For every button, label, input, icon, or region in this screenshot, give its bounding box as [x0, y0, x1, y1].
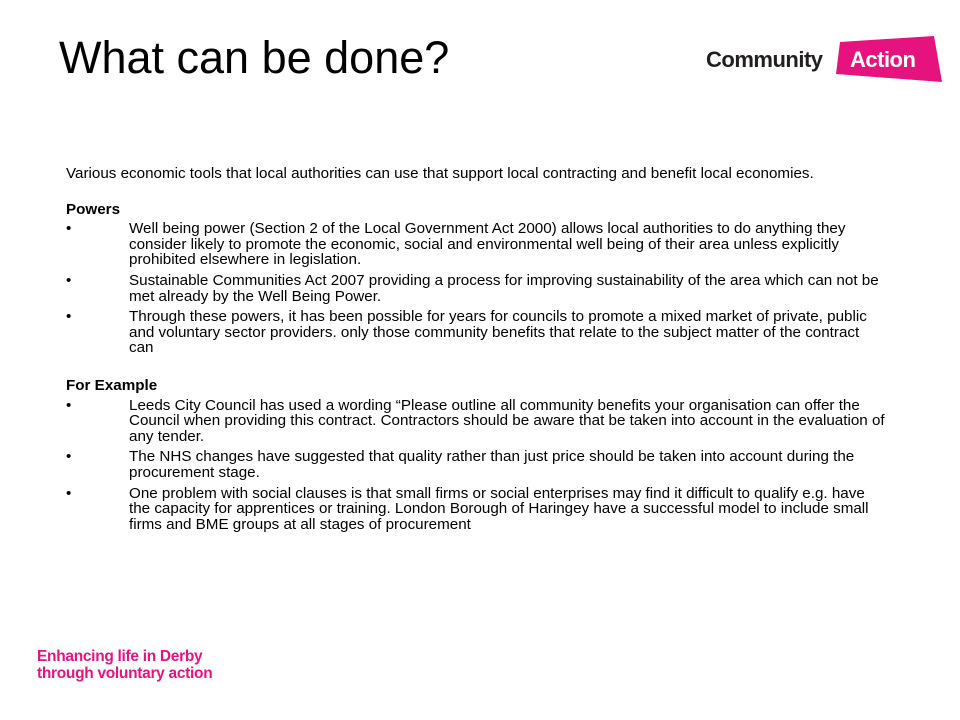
intro-text: Various economic tools that local authorities can use that support local contracting and benefit local economies.	[66, 165, 814, 182]
list-item	[66, 398, 886, 445]
bullet-text: The NHS changes have suggested that quality rather than just price should be taken into account during the procurement stage.	[129, 448, 855, 481]
community-action-logo	[706, 36, 942, 82]
bullet-icon: •	[66, 271, 72, 289]
list-item	[66, 273, 886, 304]
section-heading-powers: Powers	[66, 200, 121, 218]
bullet-icon: •	[66, 396, 72, 414]
list-item	[66, 221, 886, 268]
slide-body	[66, 166, 886, 537]
bullet-icon: •	[66, 484, 72, 502]
slide-title: What can be done?	[59, 32, 450, 83]
list-item	[66, 309, 886, 356]
bullet-icon: •	[66, 308, 72, 326]
list-item	[66, 486, 886, 533]
bullet-icon: •	[66, 220, 72, 238]
bullet-text: Sustainable Communities Act 2007 providing a process for improving sustainability of the area which can not be met already by the Well Being Power.	[129, 271, 879, 305]
bullet-text: Leeds City Council has used a wording “Please outline all community benefits your organisation can offer the Council when providing this contract. Contractors should be aware that be taken into account in the evaluation of any tender.	[129, 396, 885, 445]
list-item	[66, 449, 886, 480]
bullet-text: Well being power (Section 2 of the Local Government Act 2000) allows local authorities to do anything they consider likely to promote the economic, social and environmental well being of their area unless explicitly prohibited elsewhere in legislation.	[129, 220, 846, 269]
footer-line-2: through voluntary action	[37, 665, 213, 682]
logo-badge	[836, 36, 942, 82]
logo-text-action: Action	[850, 47, 916, 72]
bullet-text: One problem with social clauses is that small firms or social enterprises may find it difficult to qualify e.g. have the capacity for apprentices or training. London Borough of Haringey have a successful model to include small firms and BME groups at all stages of procurement	[129, 484, 869, 533]
footer-tagline	[37, 648, 212, 682]
footer-line-1: Enhancing life in Derby	[37, 648, 203, 665]
section-heading-for-example: For Example	[66, 376, 158, 394]
logo-text-community: Community	[706, 47, 823, 72]
bullet-text: Through these powers, it has been possible for years for councils to promote a mixed market of private, public and voluntary sector providers. only those community benefits that relate to the subject matter of the contract can	[129, 308, 867, 357]
bullet-icon: •	[66, 448, 72, 466]
